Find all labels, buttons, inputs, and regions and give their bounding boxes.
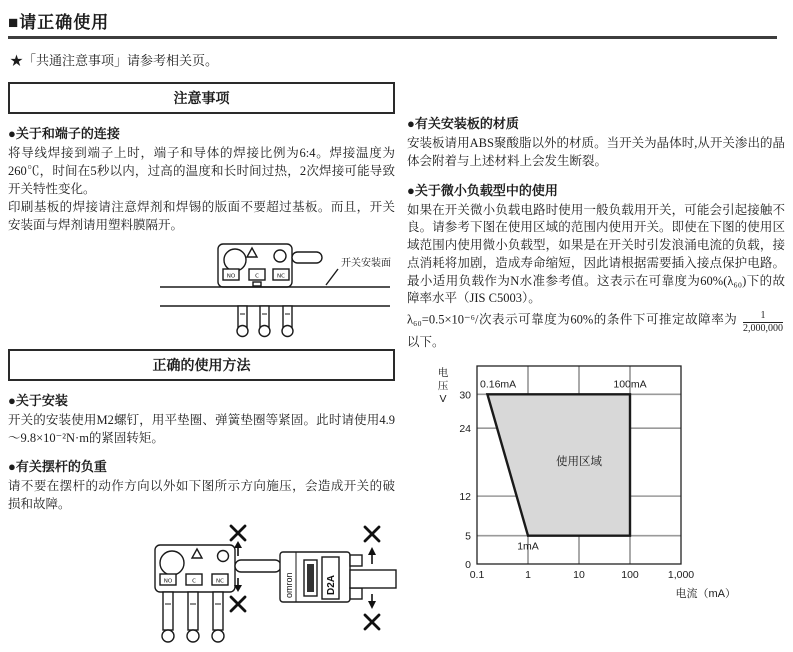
switch-front-icon <box>218 244 322 287</box>
y-axis-title: 电 <box>437 366 449 379</box>
arrow-up-icon <box>234 541 242 548</box>
actuator-lever <box>292 252 322 263</box>
heading-mounting-plate-material: ●有关安装板的材质 <box>407 116 519 131</box>
x-tick-label: 1 <box>525 568 531 581</box>
actuator-arm <box>350 570 396 588</box>
arrow-down-icon <box>368 601 376 609</box>
pcb-mounting-diagram <box>150 239 400 347</box>
paragraph-installation: 开关的安装使用M2螺钉，用平垫圈、弹簧垫圈等紧固。此时请使用4.9～9.8×10⁻²N·m的紧固转矩。 <box>8 412 395 445</box>
terminal-label-nc: NC <box>277 273 285 280</box>
annotation-100mA: 100mA <box>613 378 647 391</box>
switch-side-icon <box>280 552 396 602</box>
y-axis-title: 压 <box>437 379 449 392</box>
terminal-label-c: C <box>255 273 259 280</box>
heading-lever-load: ●有关摆杆的负重 <box>8 459 107 475</box>
paragraph-soldering-1: 将导线焊接到端子上时，端子和导体的焊接比例为6:4。焊接温度为260℃，时间在5秒以内，过高的温度和长时间过热，2次焊接可能导致开关特性变化。 <box>8 146 395 196</box>
lever-load-figure <box>120 520 395 652</box>
mounting-surface-callout <box>326 256 391 285</box>
reference-note: ★「共通注意事项」请参考相关页。 <box>10 53 219 68</box>
y-tick-label: 5 <box>465 530 471 543</box>
mounting-surface-label: 开关安装面 <box>341 257 391 269</box>
circuit-board <box>160 287 390 306</box>
paragraph-failure-rate <box>407 310 785 352</box>
brand-label: omron <box>284 572 294 598</box>
x-tick-label: 0.1 <box>469 568 485 581</box>
heading-installation: ●关于安装 <box>8 392 68 408</box>
lever-load-diagram <box>120 520 400 652</box>
solder-terminal-pins <box>237 306 293 337</box>
paragraph-mounting-plate: 安装板请用ABS聚酸脂以外的材质。当开关为晶体时,从开关渗出的晶体会附着与上述材料上会发生断裂。 <box>407 136 785 168</box>
heading-micro-load-usage: ●关于微小负载型中的使用 <box>407 182 558 198</box>
title-rule <box>8 36 777 39</box>
x-tick-label: 10 <box>573 568 585 581</box>
arrow-up-icon <box>368 547 376 555</box>
x-axis-title: 电流（mA） <box>675 587 736 600</box>
region-label: 使用区域 <box>556 455 602 468</box>
right-column <box>407 80 785 652</box>
eyelet-terminal-pins <box>162 592 224 642</box>
y-tick-label: 30 <box>459 389 471 402</box>
y-tick-label: 12 <box>459 490 471 503</box>
switch-front-icon <box>155 545 281 592</box>
y-tick-label: 24 <box>459 422 471 435</box>
two-column-layout <box>8 80 785 652</box>
forbidden-direction-up-right <box>365 527 379 564</box>
terminal-label-c: C <box>192 578 196 585</box>
fraction-numerator: 1 <box>743 310 783 323</box>
terminal-label-no: NO <box>226 273 236 280</box>
heading-terminal-connection: ●关于和端子的连接 <box>8 126 120 141</box>
fraction-denominator: 2,000,000 <box>743 322 784 334</box>
paragraph-micro-load: 如果在开关微小负载电路时使用一般负载用开关，可能会引起接触不良。请参考下图在使用区域的范围内使用开关。即使在下图的使用区域范围内使用微小负载型，如果是在开关时引发浪涌电流的负载，接点消耗将加剧，造成寿命缩短，因此请根据需要插入接点保护电路。最小适用负载作为N水准参考值。这表示在可靠度为60%(λ₆₀)下的故障率水平（JIS C5003）。 <box>407 202 785 306</box>
failure-rate-fraction <box>743 310 783 334</box>
section-box-precautions: 注意事项 <box>8 82 395 114</box>
left-column <box>8 80 395 652</box>
page-title: ■请正确使用 <box>8 13 110 32</box>
usage-area-figure <box>419 360 785 605</box>
failure-rate-text-post: 以下。 <box>407 335 445 349</box>
x-tick-label: 1,000 <box>667 568 695 581</box>
y-axis-title: V <box>439 392 447 405</box>
section-box-correct-usage: 正确的使用方法 <box>8 349 395 381</box>
y-tick-label: 0 <box>465 558 471 571</box>
page-header <box>8 8 785 69</box>
x-tick-label: 100 <box>621 568 639 581</box>
terminal-label-no: NO <box>163 578 173 585</box>
forbidden-direction-down-right <box>365 594 379 629</box>
paragraph-lever-load: 请不要在摆杆的动作方向以外如下图所示方向施压，会造成开关的破损和故障。 <box>8 479 395 511</box>
annotation-0.16mA: 0.16mA <box>480 378 517 391</box>
pcb-mounting-figure <box>150 239 395 347</box>
usage-area-chart <box>419 360 754 600</box>
model-label: D2A <box>326 574 337 595</box>
actuator-lever <box>235 560 281 572</box>
failure-rate-text-pre: λ₆₀=0.5×10⁻⁶/次表示可靠度为60%的条件下可推定故障率为 <box>407 312 738 327</box>
terminal-label-nc: NC <box>216 578 224 585</box>
paragraph-soldering-2: 印刷基板的焊接请注意焊剂和焊锡的版面不要超过基板。而且，开关安装面与焊剂请用塑料膜隔开。 <box>8 200 395 232</box>
annotation-1mA: 1mA <box>517 540 539 553</box>
